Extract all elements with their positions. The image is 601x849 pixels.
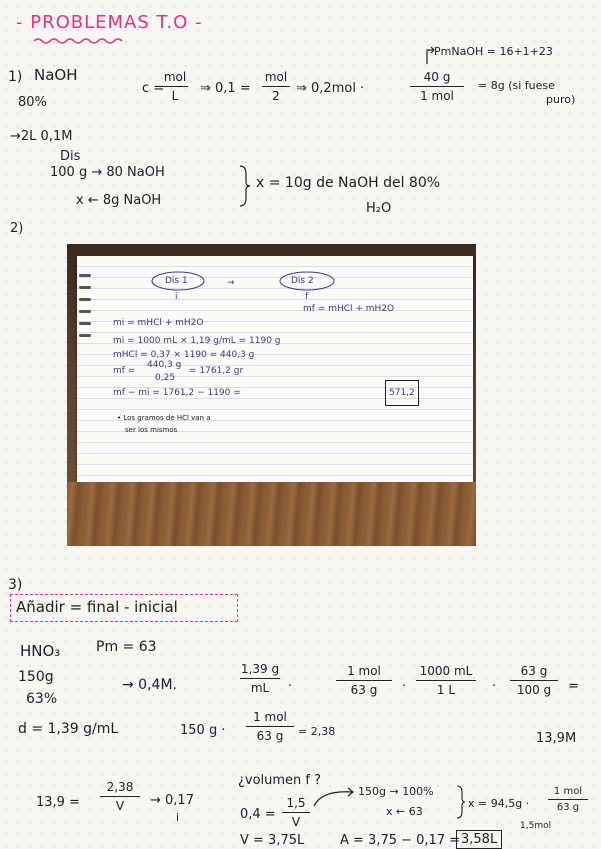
frac-1-5-v: [282, 796, 310, 829]
frac-num: 2,38: [106, 780, 134, 794]
i-label: i: [176, 811, 180, 824]
volume-v: V = 3,75L: [240, 833, 305, 848]
frac-mol-L: [162, 70, 188, 103]
equals: =: [568, 679, 579, 694]
frac-line: [416, 680, 476, 681]
photo-line3a: mf =: [113, 366, 136, 376]
frac-num: 1,39 g: [240, 662, 280, 676]
photo-dis1: Dis 1: [165, 276, 188, 286]
photo-mf: mf = mHCl + mH2O: [303, 304, 395, 314]
curved-arrow-icon: [312, 786, 358, 810]
arrow-0-17: → 0,17: [150, 793, 194, 808]
frac-num: mol: [264, 70, 288, 84]
frac-line: [162, 86, 188, 87]
problem-3-heading: Añadir = final - inicial: [16, 598, 178, 616]
frac-line: [262, 86, 290, 87]
frac-den: mL: [250, 681, 270, 695]
c-eq: c =: [142, 81, 165, 96]
step-3: ⇒ 0,2mol ·: [296, 81, 365, 96]
frac-line: [510, 680, 558, 681]
frac-mol-63: [246, 710, 294, 743]
volume-question: ¿volumen f ?: [238, 773, 322, 788]
added-volume: A = 3,75 − 0,17 =: [340, 833, 461, 848]
frac-num: 1 mol: [253, 710, 287, 724]
frac-line: [336, 680, 392, 681]
arrow-up-icon: [424, 44, 436, 66]
frac-den: V: [291, 815, 301, 829]
molar-mass-note: PmNaOH = 16+1+23: [434, 45, 553, 58]
notebook-photo: [67, 244, 476, 546]
frac-den: V: [115, 799, 125, 813]
frac-line: [410, 86, 464, 87]
eq-13-9: 13,9 =: [36, 795, 80, 810]
problem-1-number: 1): [8, 69, 23, 85]
dot: ·: [492, 679, 497, 694]
photo-mi: mi = mHCl + mH2O: [113, 318, 204, 328]
photo-note-1: • Los gramos de HCl van a: [117, 414, 211, 422]
problem-2-number: 2): [10, 221, 24, 236]
frac-den: 1 mol: [420, 89, 454, 103]
water-formula: H₂O: [366, 201, 392, 216]
photo-line3d: = 1761,2 gr: [189, 366, 244, 376]
frac-num: mol: [163, 70, 187, 84]
brace-icon: [238, 164, 252, 208]
frac-den: 100 g: [516, 683, 552, 697]
dot: ·: [402, 679, 407, 694]
calc-150g: 150 g ·: [180, 723, 226, 738]
dis-label: Dis: [60, 149, 81, 164]
frac-den: 63 g: [350, 683, 378, 697]
frac-den: 1 L: [436, 683, 456, 697]
photo-result-box: 571,2: [385, 380, 419, 406]
photo-line4: mf − mi = 1761,2 − 1190 =: [113, 388, 241, 398]
photo-f: f: [305, 292, 309, 302]
frac-num: 63 g: [520, 664, 548, 678]
title-underline: [32, 36, 132, 46]
photo-i: i: [175, 292, 178, 302]
hno3-percent: 63%: [26, 691, 58, 707]
result-1-5-mol: 1,5mol: [520, 821, 552, 831]
result-94-5g: x = 94,5g ·: [468, 797, 530, 810]
frac-num: 1 mol: [347, 664, 381, 678]
rule-150g: 150g → 100%: [358, 785, 434, 798]
frac-den: 2: [272, 89, 280, 103]
arrow-right-icon: →: [227, 278, 235, 288]
frac-2-38-v: [100, 780, 140, 813]
rule-of-three-1: 100 g → 80 NaOH: [50, 165, 165, 180]
photo-paper: [77, 256, 473, 484]
frac-line: [548, 799, 588, 800]
frac-mol-2: [262, 70, 290, 103]
hno3-formula: HNO₃: [20, 642, 61, 660]
photo-line2: mHCl = 0,37 × 1190 = 440,3 g: [113, 350, 255, 360]
rule-of-three-2: x ← 8g NaOH: [76, 193, 162, 208]
frac-line: [246, 726, 294, 727]
dot: ·: [288, 679, 293, 694]
frac-mol-63g-2: [548, 786, 588, 813]
rule-x: x ← 63: [386, 805, 423, 818]
frac-line: [100, 796, 140, 797]
step-2: ⇒ 0,1 =: [200, 81, 251, 96]
frac-den: 63 g: [556, 802, 580, 813]
photo-note-2: ser los mismos: [125, 426, 178, 434]
photo-line3c: 0,25: [155, 373, 176, 383]
frac-line: [240, 678, 280, 679]
frac-num: 1 mol: [553, 786, 583, 797]
frac-num: 1,5: [286, 796, 306, 810]
photo-line3b: 440,3 g: [147, 360, 182, 370]
frac-num: 1000 mL: [419, 664, 473, 678]
frac-line: [282, 812, 310, 813]
result-8g: = 8g (si fuese: [478, 79, 555, 92]
density: d = 1,39 g/mL: [18, 721, 119, 737]
frac-mol-63g: [336, 664, 392, 697]
problem-3-number: 3): [8, 577, 23, 593]
answer-1: x = 10g de NaOH del 80%: [256, 175, 441, 191]
result-puro: puro): [546, 93, 576, 106]
frac-40g: [410, 70, 464, 103]
hno3-mass: 150g: [18, 669, 54, 685]
problem-1-compound: NaOH: [34, 66, 78, 84]
arrow-concentration: → 0,4M.: [122, 677, 177, 693]
molar-mass: Pm = 63: [96, 639, 157, 655]
volume-concentration: →2L 0,1M: [10, 129, 73, 144]
frac-density: [240, 662, 280, 695]
result-13-9M: 13,9M: [536, 731, 577, 746]
problem-1-percent: 80%: [18, 95, 47, 110]
frac-den: 63 g: [256, 729, 284, 743]
result-2-38: = 2,38: [298, 725, 336, 738]
frac-1000ml: [416, 664, 476, 697]
added-volume-box: 3,58L: [456, 830, 502, 849]
photo-line1: mi = 1000 mL × 1,19 g/mL = 1190 g: [113, 336, 281, 346]
frac-den: L: [171, 89, 179, 103]
photo-dis2: Dis 2: [291, 276, 314, 286]
frac-num: 40 g: [423, 70, 451, 84]
eq-0-4: 0,4 =: [240, 807, 276, 822]
frac-63-100: [510, 664, 558, 697]
page-title: - PROBLEMAS T.O -: [16, 12, 203, 33]
photo-table-wood: [67, 482, 476, 546]
brace-icon: [456, 784, 466, 820]
